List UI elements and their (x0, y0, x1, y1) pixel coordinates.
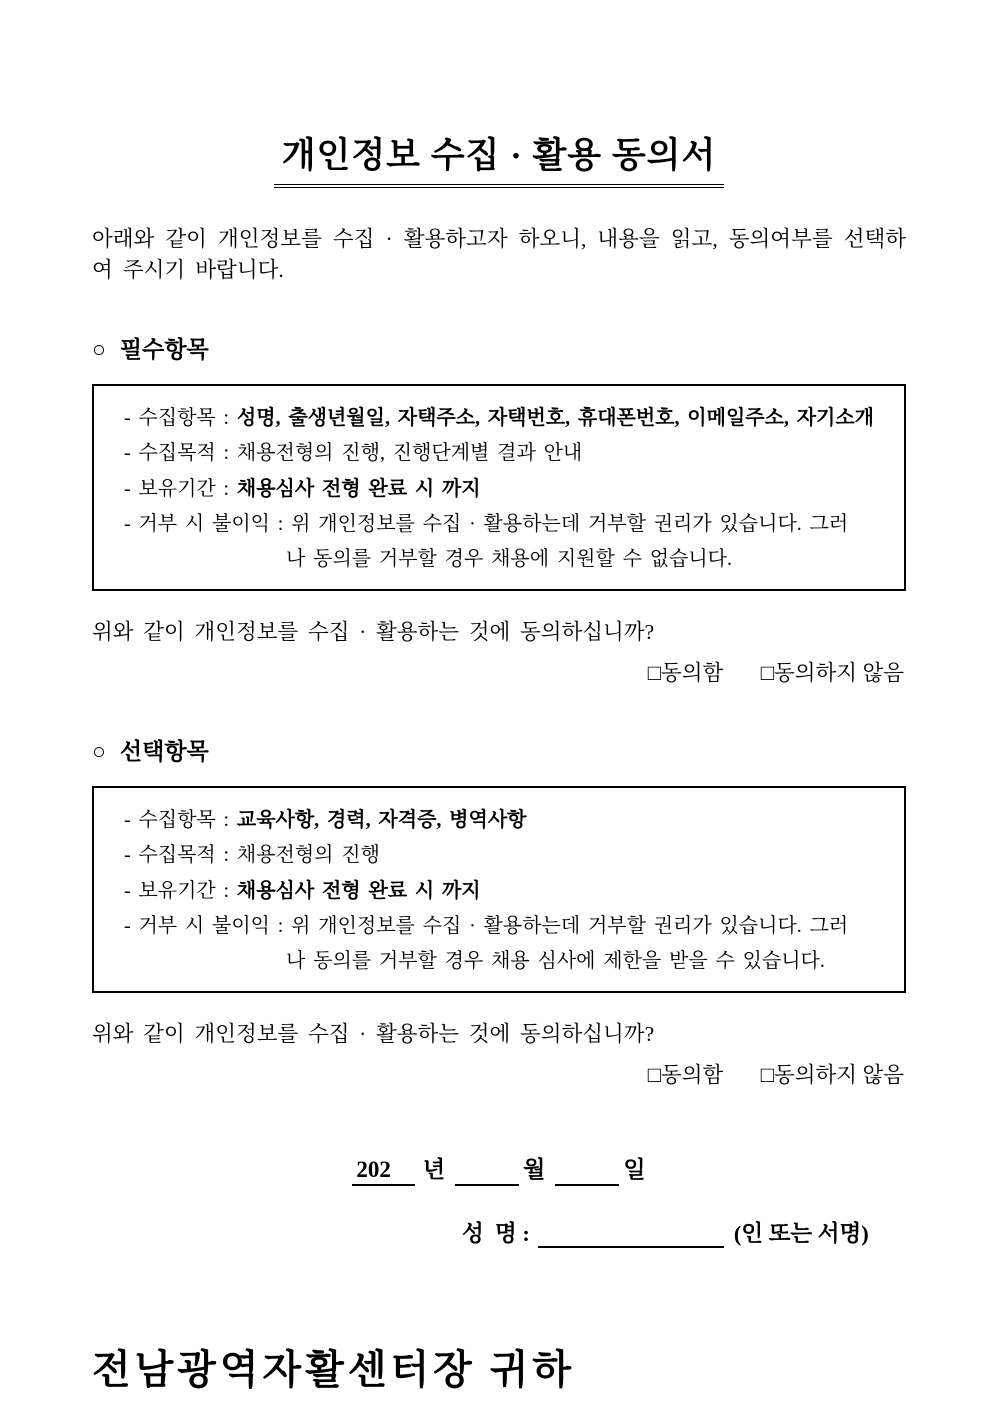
required-section-heading (92, 331, 906, 364)
collected-items-value: 교육사항, 경력, 자격증, 병역사항 (236, 808, 527, 831)
recipient-line: 전남광역자활센터장 귀하 (92, 1346, 576, 1392)
required-info-box (92, 384, 906, 591)
collection-purpose-value: 채용전형의 진행 (236, 844, 380, 867)
optional-disagree-label: 동의하지 않음 (774, 1062, 904, 1087)
name-label: 성 명 : (462, 1220, 530, 1246)
day-label: 일 (623, 1156, 646, 1182)
optional-section-heading (92, 733, 906, 766)
collection-purpose-label: - 수집목적 : (124, 442, 237, 465)
circle-marker-icon: ○ (92, 738, 106, 764)
stamp-or-signature-note: (인 또는 서명) (733, 1220, 869, 1246)
required-disagree-label: 동의하지 않음 (774, 660, 904, 685)
date-line (92, 1151, 906, 1186)
collection-purpose-row (124, 436, 892, 470)
required-section-label: 필수항목 (119, 337, 209, 363)
collection-purpose-value: 채용전형의 진행, 진행단계별 결과 안내 (236, 442, 583, 465)
year-prefix[interactable]: 202 (352, 1157, 415, 1186)
required-disagree-checkbox[interactable]: □ (760, 659, 774, 685)
collected-items-label: - 수집항목 : (124, 407, 237, 430)
required-agree-label: 동의함 (661, 660, 724, 685)
optional-consent-choices (92, 1058, 906, 1089)
intro-paragraph: 아래와 같이 개인정보를 수집 · 활용하고자 하오니, 내용을 읽고, 동의여부를 선택하여 주시기 바랍니다. (92, 227, 906, 282)
month-label: 월 (523, 1156, 546, 1182)
optional-agree-checkbox[interactable]: □ (647, 1061, 662, 1087)
refusal-disadvantage-row (124, 507, 892, 576)
optional-disagree-checkbox[interactable]: □ (760, 1061, 774, 1087)
year-label: 년 (422, 1156, 446, 1182)
collection-purpose-label: - 수집목적 : (124, 844, 237, 867)
refusal-disadvantage-label: - 거부 시 불이익 : (124, 513, 292, 536)
optional-section (92, 733, 906, 1089)
optional-agree-option[interactable] (648, 1063, 729, 1087)
retention-period-value: 채용심사 전형 완료 시 까지 (236, 477, 481, 500)
required-agree-option[interactable] (648, 661, 729, 685)
page-title: 개인정보 수집 · 활용 동의서 (274, 128, 725, 188)
optional-info-box (92, 786, 906, 993)
required-section (92, 331, 906, 687)
day-input-blank[interactable] (555, 1160, 619, 1186)
required-consent-choices (92, 656, 906, 687)
retention-period-row (124, 874, 892, 908)
optional-disagree-option[interactable] (761, 1063, 904, 1087)
refusal-disadvantage-text: 위 개인정보를 수집 · 활용하는데 거부할 권리가 있습니다. 그러 (291, 915, 849, 938)
required-agree-checkbox[interactable]: □ (647, 659, 662, 685)
refusal-disadvantage-text: 위 개인정보를 수집 · 활용하는데 거부할 권리가 있습니다. 그러 (291, 513, 849, 536)
consent-question: 위와 같이 개인정보를 수집 · 활용하는 것에 동의하십니까? (92, 619, 655, 644)
consent-question: 위와 같이 개인정보를 수집 · 활용하는 것에 동의하십니까? (92, 1021, 655, 1046)
refusal-disadvantage-row (124, 909, 892, 978)
circle-marker-icon: ○ (92, 337, 106, 363)
collected-items-row (124, 401, 892, 435)
retention-period-value: 채용심사 전형 완료 시 까지 (236, 879, 481, 902)
collected-items-label: - 수집항목 : (124, 808, 237, 831)
refusal-disadvantage-continuation: 나 동의를 거부할 경우 채용에 지원할 수 없습니다. (286, 547, 732, 570)
month-input-blank[interactable] (455, 1160, 519, 1186)
retention-period-label: - 보유기간 : (124, 879, 237, 902)
signature-line (92, 1216, 906, 1248)
refusal-disadvantage-label: - 거부 시 불이익 : (124, 915, 292, 938)
collection-purpose-row (124, 838, 892, 872)
collected-items-value: 성명, 출생년월일, 자택주소, 자택번호, 휴대폰번호, 이메일주소, 자기소개 (236, 407, 874, 430)
name-input-blank[interactable] (538, 1222, 724, 1248)
title-row (92, 128, 906, 188)
required-disagree-option[interactable] (761, 661, 904, 685)
retention-period-label: - 보유기간 : (124, 477, 237, 500)
retention-period-row (124, 472, 892, 506)
optional-agree-label: 동의함 (661, 1062, 724, 1087)
optional-section-label: 선택항목 (119, 738, 209, 764)
refusal-disadvantage-continuation: 나 동의를 거부할 경우 채용 심사에 제한을 받을 수 있습니다. (286, 949, 825, 972)
collected-items-row (124, 803, 892, 837)
